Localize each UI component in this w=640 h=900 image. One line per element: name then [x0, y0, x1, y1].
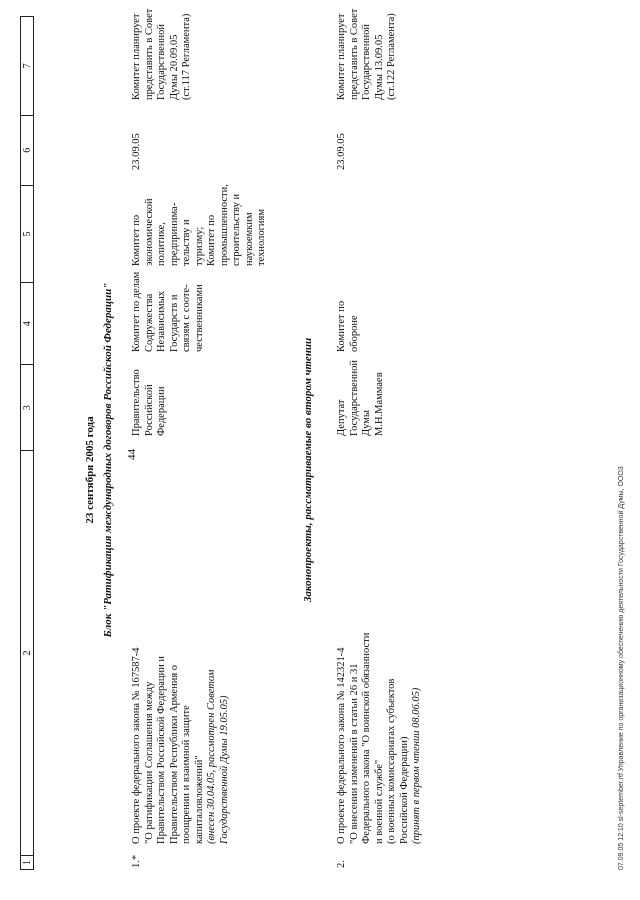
- description-line: О проекте федерального закона № 142321-4: [336, 647, 347, 844]
- note-line: (ст.122 Регламента): [386, 13, 397, 100]
- note-line: Комитет планирует: [131, 13, 142, 100]
- initiator-line: Российской: [143, 384, 155, 436]
- description-line: О проекте федерального закона № 167587-4: [131, 647, 142, 844]
- agenda-row-2: [336, 8, 486, 870]
- bill-description: [131, 454, 231, 844]
- note-line: представить в Совет: [143, 8, 155, 100]
- description-line: Правительством Российской Федерации и: [156, 655, 167, 844]
- note-line: представить в Совет: [348, 8, 360, 100]
- column-6-header: 6: [21, 115, 33, 185]
- note-line: Государственной: [156, 24, 167, 100]
- column-number-header: [20, 16, 34, 870]
- responsible-committee: [336, 268, 361, 352]
- consideration-date: 23.09.05: [336, 133, 347, 170]
- description-line: и военной службе": [373, 759, 385, 844]
- note-line: Комитет планирует: [336, 13, 347, 100]
- agenda-row-1: [131, 8, 291, 870]
- column-3-header: 3: [21, 364, 33, 450]
- co-committee-line: технологиям: [256, 209, 267, 266]
- consideration-date: 23.09.05: [131, 133, 142, 170]
- committee-line: Государств и: [168, 294, 180, 352]
- co-committee-line: Комитет по: [206, 214, 217, 266]
- column-7-header: 7: [21, 63, 33, 69]
- bill-description: [336, 454, 424, 844]
- description-status: (внесен 30.04.05, рассмотрен Советом: [206, 669, 217, 844]
- co-committee-line: экономической: [143, 198, 155, 266]
- bill-initiator: [131, 352, 169, 436]
- note-line: Государственной: [361, 24, 372, 100]
- initiator-line: Правительство: [131, 369, 142, 436]
- note-line: Думы 20.09.05: [168, 34, 180, 100]
- committee-note: [336, 10, 399, 100]
- committee-line: Содружества: [143, 293, 155, 352]
- responsible-committee: [131, 268, 206, 352]
- column-2-header: 2: [21, 450, 33, 855]
- committee-line: чественниками: [193, 284, 205, 352]
- row-number: 1.*: [131, 854, 142, 868]
- committee-line: обороне: [348, 315, 360, 352]
- description-line: (о военных комиссариатах субъектов: [386, 678, 397, 844]
- committee-line: Комитет по делам: [131, 271, 142, 352]
- initiator-line: Думы: [361, 410, 372, 436]
- page-footer: 07.09.05 12:10 sl-september.rtf Управление по организационному обеспечению деятельности Государственной Думы, ООО3: [618, 466, 625, 870]
- date-title: 23 сентября 2005 года: [84, 416, 96, 524]
- initiator-line: М.Н.Маммаев: [373, 372, 385, 436]
- note-line: (ст.117 Регламента): [181, 13, 192, 100]
- initiator-line: Депутат: [336, 399, 347, 436]
- committee-line: Комитет по: [336, 300, 347, 352]
- description-line: поощрении и взаимной защите: [181, 705, 192, 844]
- co-executor-committees: [131, 170, 269, 266]
- page-number: 44: [126, 449, 138, 460]
- description-line: Правительством Республики Армения о: [168, 664, 180, 844]
- description-line: Российской Федерации): [398, 736, 410, 844]
- block-title: Блок "Ратификация международных договоров Российской Федерации": [102, 282, 114, 638]
- description-status: (принят в первом чтении 08.06.05): [411, 687, 422, 844]
- committee-line: связям с соотe-: [181, 284, 192, 352]
- co-committee-line: наукоемким: [243, 212, 255, 266]
- column-1-header: 1: [21, 855, 33, 869]
- initiator-line: Федерации: [156, 386, 167, 436]
- column-5-header: 5: [21, 185, 33, 283]
- co-committee-line: Комитет по: [131, 214, 142, 266]
- co-committee-line: политике,: [156, 222, 167, 266]
- second-reading-section-title: Законопроекты, рассматриваемые во втором чтении: [302, 337, 314, 603]
- row-number: 2.: [336, 860, 347, 868]
- description-line: Федерального закона "О воинской обязанности: [361, 632, 372, 844]
- bill-initiator: [336, 352, 386, 436]
- note-line: Думы 13.09.05: [373, 34, 385, 100]
- co-committee-line: строительству и: [231, 193, 242, 266]
- description-line: капиталовложений": [193, 755, 205, 844]
- description-status: Государственной Думы 19.05.05): [218, 695, 230, 844]
- co-committee-line: тельству и: [181, 219, 192, 266]
- description-line: "О ратификации Соглашения между: [143, 681, 155, 844]
- co-committee-line: промышленности,: [218, 184, 230, 266]
- committee-note: [131, 10, 194, 100]
- co-committee-line: предпринима-: [168, 202, 180, 266]
- co-committee-line: туризму;: [193, 226, 205, 266]
- committee-line: Независимых: [156, 291, 167, 352]
- description-line: "О внесении изменений в статьи 26 и 31: [348, 663, 360, 844]
- initiator-line: Государственной: [348, 360, 360, 436]
- column-4-header: 4: [21, 282, 33, 364]
